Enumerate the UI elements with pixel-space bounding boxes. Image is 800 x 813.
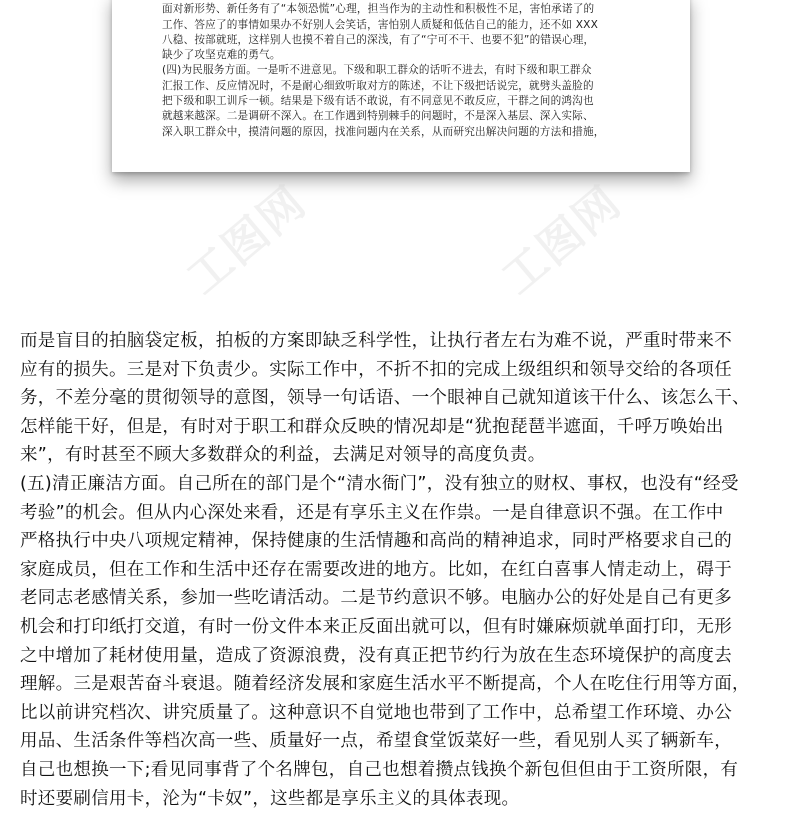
thumbnail-line: 面对新形势、新任务有了“本领恐慌”心理，担当作为的主动性和积极性不足，害怕承诺了的 [162,2,652,17]
thumbnail-line: 工作、答应了的事情如果办不好别人会笑话，害怕别人质疑和低估自己的能力，还不如 XXX [162,18,652,33]
thumbnail-line: 深入职工群众中，摸清问题的原因，找准问题内在关系，从而研究出解决问题的方法和措施， [162,125,652,140]
body-line: 老同志老感情关系，参加一些吃请活动。二是节约意识不够。电脑办公的好处是自己有更多 [20,584,790,613]
body-line: 怎样能干好，但是，有时对于职工和群众反映的情况却是“犹抱琵琶半遮面，千呼万唤始出 [20,413,790,442]
thumbnail-text [162,0,652,140]
body-line: 家庭成员，但在工作和生活中还存在需要改进的地方。比如，在红白喜事人情走动上，碍于 [20,556,790,585]
watermark: 工图网 [171,168,318,306]
watermark: 工图网 [486,168,633,306]
body-line: 考验”的机会。但从内心深处来看，还是有享乐主义在作祟。一是自律意识不强。在工作中 [20,499,790,528]
body-line: 而是盲目的拍脑袋定板，拍板的方案即缺乏科学性，让执行者左右为难不说，严重时带来不 [20,327,790,356]
thumbnail-line: 缺少了攻坚克难的勇气。 [162,48,652,63]
thumbnail-line: (四)为民服务方面。一是听不进意见。下级和职工群众的话听不进去，有时下级和职工群众 [162,63,652,78]
thumbnail-line: 汇报工作、反应情况时，不是耐心细致听取对方的陈述，不让下级把话说完，就劈头盖脸的 [162,79,652,94]
body-line: 理解。三是艰苦奋斗衰退。随着经济发展和家庭生活水平不断提高，个人在吃住行用等方面， [20,670,790,699]
body-line: (五)清正廉洁方面。自己所在的部门是个“清水衙门”，没有独立的财权、事权，也没有“经受 [20,470,790,499]
body-line: 自己也想换一下;看见同事背了个名牌包，自己也想着攒点钱换个新包但但由于工资所限，有 [20,756,790,785]
body-line: 务，不差分毫的贯彻领导的意图，领导一句话语、一个眼神自己就知道该干什么、该怎么干、 [20,384,790,413]
body-line: 时还要刷信用卡，沦为“卡奴”，这些都是享乐主义的具体表现。 [20,785,790,813]
body-line: 来”，有时甚至不顾大多数群众的利益，去满足对领导的高度负责。 [20,441,790,470]
thumbnail-line: 八稳、按部就班，这样别人也摸不着自己的深浅，有了“宁可不干、也要不犯”的错误心理， [162,33,652,48]
thumbnail-line: 就越来越深。二是调研不深入。在工作遇到特别棘手的问题时，不是深入基层、深入实际、 [162,109,652,124]
body-line: 严格执行中央八项规定精神，保持健康的生活情趣和高尚的精神追求，同时严格要求自己的 [20,527,790,556]
document-page-thumbnail [112,0,690,172]
body-line: 比以前讲究档次、讲究质量了。这种意识不自觉地也带到了工作中，总希望工作环境、办公 [20,699,790,728]
body-line: 之中增加了耗材使用量，造成了资源浪费，没有真正把节约行为放在生态环境保护的高度去 [20,642,790,671]
body-line: 机会和打印纸打交道，有时一份文件本来正反面出就可以，但有时嫌麻烦就单面打印，无形 [20,613,790,642]
body-line: 应有的损失。三是对下负责少。实际工作中，不折不扣的完成上级组织和领导交给的各项任 [20,356,790,385]
thumbnail-line: 把下级和职工训斥一顿。结果是下级有话不敢说，有不同意见不敢反应，干群之间的鸿沟也 [162,94,652,109]
body-line: 用品、生活条件等档次高一些、质量好一点，希望食堂饭菜好一些，看见别人买了辆新车， [20,727,790,756]
document-body [20,327,790,813]
